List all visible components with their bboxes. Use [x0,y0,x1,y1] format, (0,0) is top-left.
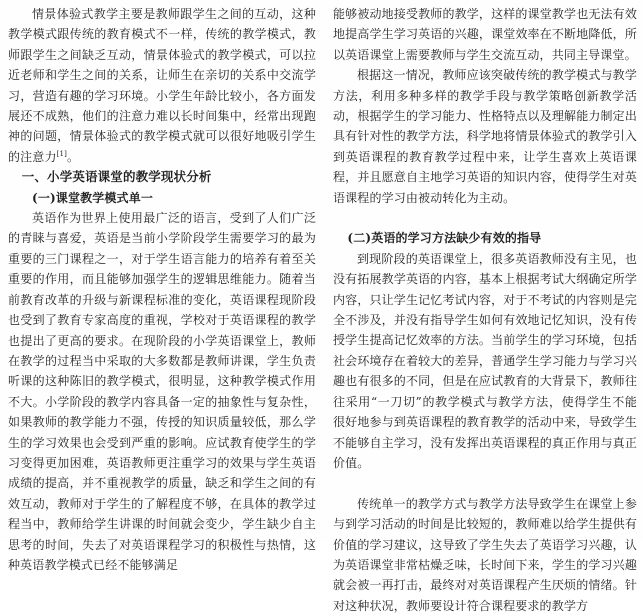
spacer [333,208,637,228]
subsection-heading: (二)英语的学习方法缺少有效的指导 [347,231,542,246]
citation-ref: [1] [56,149,67,158]
spacer [333,473,637,493]
subsection-heading: (一)课堂教学模式单一 [32,190,154,205]
paragraph: 英语作为世界上使用最广泛的语言，受到了人们广泛的青睐与喜爱，英语是当前小学阶段学生需要学习的最为重要的三门课程之一，对于学生语言能力的培养有着至关重要的作用，而且能够加强学生的逻辑思维能力。随着当前教育改革的升级与新课程标准的变化，英语课程现阶段也受到了教育专家高度的重视，学校对于英语课程的教学也提出了更高的要求。在现阶段的小学英语课堂上，教师在教学的过程当中采取的大多数都是教师讲课，学生负责听课的这种陈旧的教学模式，很明显，这种教学模式作用不大。小学阶段的教学内容具备一定的抽象性与复杂性，如果教师的教学能力不强，传授的知识质量较低，那么学生的学习效果也会受到严重的影响。应试教育使学生的学习变得更加困难，英语教师更注重学习的效果与学生英语成绩的提高，并不重视教学的质量，缺乏和学生之间的有效互动，教师对于学生的了解程度不够，在具体的教学过程当中，教师给学生讲课的时间就会变少，学生缺少自主思考的时间，失去了对英语课程学习的积极性与热情，这种英语教学模式已经不能够满足 [8,211,316,572]
paragraph [8,4,316,167]
paragraph-end: 。 [66,149,80,164]
paragraph: 传统单一的教学方式与教学方法导致学生在课堂上参与到学习活动的时间是比较短的，教师难以给学生提供有价值的学习建议，这导致了学生失去了英语学习兴趣，认为英语课堂非常枯燥乏味，长时间下来，学生的学习兴趣就会被一再打击，最终对对英语课程产生厌烦的情绪。针对这种状况，教师要设计符合课程要求的教学方 [333,496,637,613]
paragraph: 到现阶段的英语课堂上，很多英语教师没有主见，也没有拓展教学英语的内容，基本上根据考试大纲确定所学内容，只让学生记忆考试内容，对于不考试的内容则是完全不涉及，并没有指导学生如何有效地记忆知识，没有传授学生提高记忆效率的方法。当前学生的学习环境，包括社会环境存在着较大的差异，普通学生学习能力与学习兴趣也有很多的不同，但是在应试教育的大背景下，教师往往采用“一刀切”的教学模式与教学方法，使得学生不能很好地参与到英语课程的教育教学的活动中来，导致学生不能够自主学习，没有发挥出英语课程的真正作用与真正价值。 [333,251,637,470]
paragraph-text: 情景体验式教学主要是教师跟学生之间的互动，这种教学模式跟传统的教育模式不一样，传统的教学模式，教师跟学生之间缺乏互动，情景体验式的教学模式，可以拉近老师和学生之间的关系，让师生在亲切的关系中交流学习，营造有趣的学习环境。小学生年龄比较小，各方面发展还不成熟，他们的注意力难以长时间集中，经常出现跑神的问题，情景体验式的教学模式就可以很好地吸引学生的注意力 [8,7,316,164]
left-column [8,4,316,575]
paragraph: 根据这一情况，教师应该突破传统的教学模式与教学方法，利用多种多样的教学手段与教学策略创新教学活动，根据学生的学习能力、性格特点以及理解能力制定出具有针对性的教学方法，科学地将情景体验式的教学引入到英语课程的教育教学过程中来，让学生喜欢上英语课程，并且愿意自主地学习英语的知识内容，使得学生对英语课程的学习由被动转化为主动。 [333,68,637,205]
section-heading: 一、小学英语课堂的教学现状分析 [21,169,212,185]
right-column [333,4,637,616]
paragraph-continued: 能够被动地接受教师的教学，这样的课堂教学也无法有效地提高学生学习英语的兴趣，课堂效率在不断地降低，所以英语课堂上需要教师与学生交流互动，共同主导课堂。 [333,7,637,62]
